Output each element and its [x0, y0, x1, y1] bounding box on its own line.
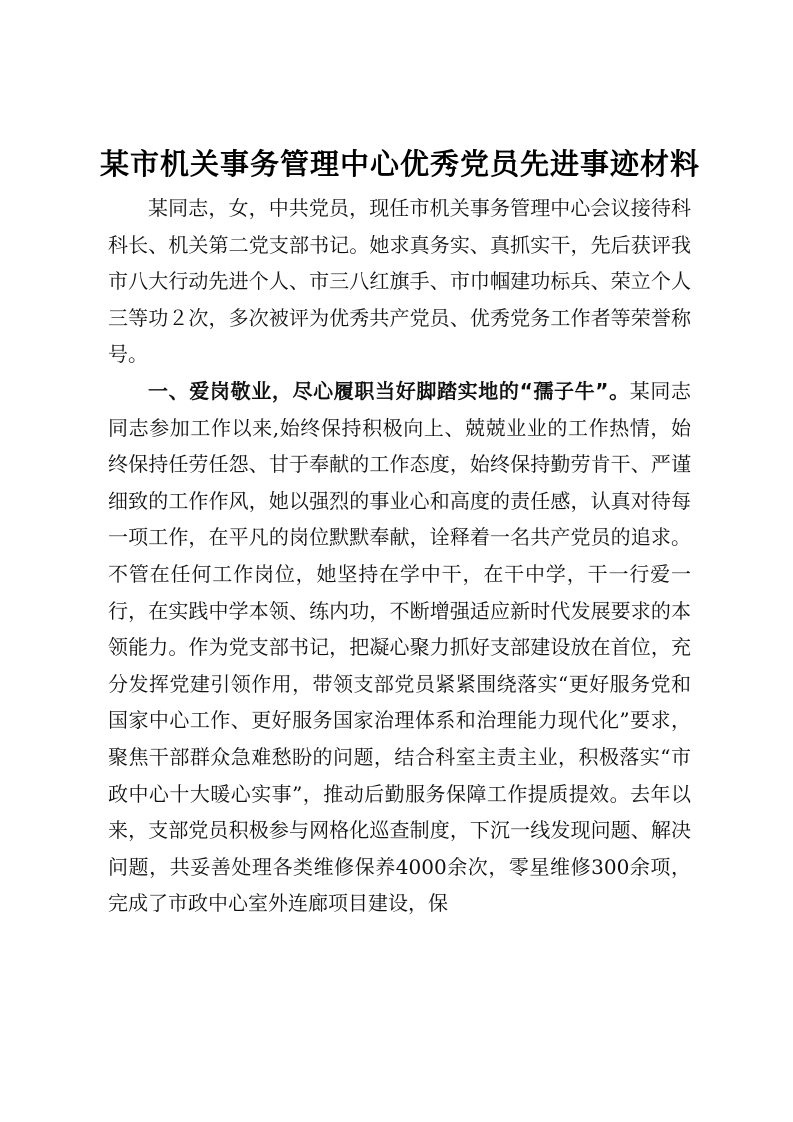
paragraph-section-one — [108, 373, 691, 922]
paragraph-text: 某同志，女，中共党员，现任市机关事务管理中心会议接待科科长、机关第二党支部书记。她求真务实、真抓实干，先后获评我市八大行动先进个人、市三八红旗手、市巾帼建功标兵、荣立个人三等功２次，多次被评为优秀共产党员、优秀党务工作者等荣誉称号。 — [108, 196, 691, 367]
document-body — [108, 190, 691, 922]
section-heading: 一、爱岗敬业，尽心履职当好脚踏实地的“孺子牛”。 — [148, 378, 630, 403]
paragraph-intro — [108, 190, 691, 373]
paragraph-text: 某同志同志参加工作以来,始终保持积极向上、兢兢业业的工作热情，始终保持任劳任怨、甘于奉献的工作态度，始终保持勤劳肯干、严谨细致的工作作风，她以强烈的事业心和高度的责任感，认真对待每一项工作，在平凡的岗位默默奉献，诠释着一名共产党员的追求。不管在任何工作岗位，她坚持在学中干，在干中学，干一行爱一行，在实践中学本领、练内功，不断增强适应新时代发展要求的本领能力。作为党支部书记，把凝心聚力抓好支部建设放在首位，充分发挥党建引领作用，带领支部党员紧紧围绕落实“更好服务党和国家中心工作、更好服务国家治理体系和治理能力现代化”要求，聚焦干部群众急难愁盼的问题，结合科室主责主业，积极落实“市政中心十大暖心实事”，推动后勤服务保障工作提质提效。去年以来，支部党员积极参与网格化巡查制度，下沉一线发现问题、解决问题，共妥善处理各类维修保养4000余次，零星维修300余项，完成了市政中心室外连廊项目建设，保 — [108, 378, 692, 916]
document-title: 某市机关事务管理中心优秀党员先进事迹材料 — [100, 147, 701, 181]
